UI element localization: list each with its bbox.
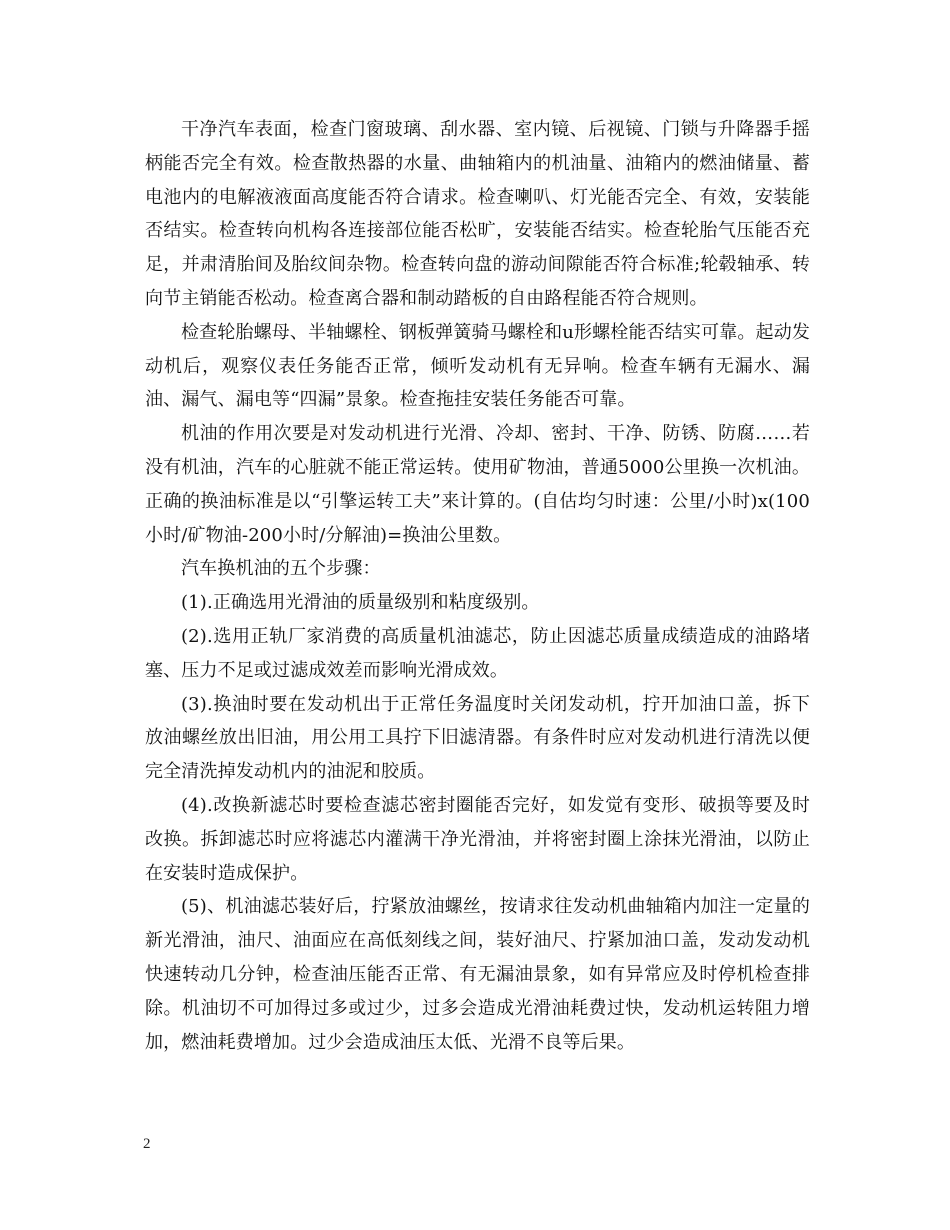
paragraph: (4).改换新滤芯时要检查滤芯密封圈能否完好，如发觉有变形、破损等要及时改换。拆卸滤芯时应将滤芯内灌满干净光滑油，并将密封圈上涂抹光滑油，以防止在安装时造成保护。: [145, 794, 810, 884]
paragraph: 汽车换机油的五个步骤：: [181, 558, 381, 580]
paragraph: (5)、机油滤芯装好后，拧紧放油螺丝，按请求往发动机曲轴箱内加注一定量的新光滑油，油尺、油面应在高低刻线之间，装好油尺、拧紧加油口盖，发动发动机快速转动几分钟，检查油压能否正常、有无漏油景象，如有异常应及时停机检查排除。机油切不可加得过多或过少，过多会造成光滑油耗费过快，发动机运转阻力增加，燃油耗费增加。过少会造成油压太低、光滑不良等后果。: [145, 896, 810, 1053]
page-number: 2: [143, 1136, 151, 1152]
document-body: [145, 113, 810, 1059]
paragraph: 干净汽车表面，检查门窗玻璃、刮水器、室内镜、后视镜、门锁与升降器手摇柄能否完全有效。检查散热器的水量、曲轴箱内的机油量、油箱内的燃油储量、蓄电池内的电解液液面高度能否符合请求。检查喇叭、灯光能否完全、有效，安装能否结实。检查转向机构各连接部位能否松旷，安装能否结实。检查轮胎气压能否充足，并肃清胎间及胎纹间杂物。检查转向盘的游动间隙能否符合标准;轮毂轴承、转向节主销能否松动。检查离合器和制动踏板的自由路程能否符合规则。: [145, 119, 810, 309]
paragraph: (2).选用正轨厂家消费的高质量机油滤芯，防止因滤芯质量成绩造成的油路堵塞、压力不足或过滤成效差而影响光滑成效。: [145, 625, 810, 681]
paragraph: (3).换油时要在发动机出于正常任务温度时关闭发动机，拧开加油口盖，拆下放油螺丝放出旧油，用公用工具拧下旧滤清器。有条件时应对发动机进行清洗以便完全清洗掉发动机内的油泥和胶质。: [145, 693, 810, 783]
paragraph: 检查轮胎螺母、半轴螺栓、钢板弹簧骑马螺栓和u形螺栓能否结实可靠。起动发动机后，观察仪表任务能否正常，倾听发动机有无异响。检查车辆有无漏水、漏油、漏气、漏电等“四漏”景象。检查拖挂安装任务能否可靠。: [145, 321, 810, 411]
paragraph: 机油的作用次要是对发动机进行光滑、冷却、密封、干净、防锈、防腐……若没有机油，汽车的心脏就不能正常运转。使用矿物油，普通5000公里换一次机油。正确的换油标准是以“引擎运转工夫”来计算的。(自估均匀时速：公里/小时)x(100小时/矿物油-200小时/分解油)=换油公里数。: [145, 423, 810, 546]
paragraph: (1).正确选用光滑油的质量级别和粘度级别。: [181, 592, 540, 614]
